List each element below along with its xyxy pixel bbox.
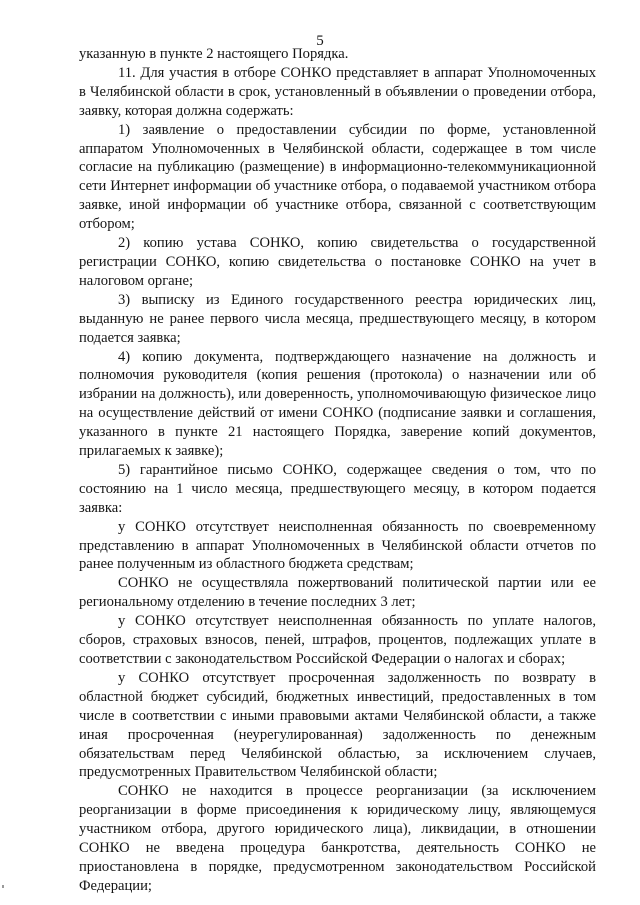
paragraph-condition-debts: у СОНКО отсутствует просроченная задолженность по возврату в областной бюджет субсидий, бюджетных инвестиций, предоставленных в том числе в соответствии с иными правовыми актами Челябинской области, а также иная просроченная (неурегулированная) задолженность по денежным обязательствам перед Челябинской областью, за исключением случаев, предусмотренных Правительством Челябинской области; [79, 669, 596, 781]
paragraph-item-11: 11. Для участия в отборе СОНКО представляет в аппарат Уполномоченных в Челябинской области в срок, установленный в объявлении о проведении отбора, заявку, которая должна содержать: [79, 64, 596, 119]
paragraph-subitem-4: 4) копию документа, подтверждающего назначение на должность и полномочия руководителя (копия решения (протокола) о назначении или об избрании на должность), или доверенность, уполномочивающую физическое лицо на осуществление действий от имени СОНКО (подписание заявки и соглашения, указанного в пункте 21 настоящего Порядка, заверение копий документов, прилагаемых к заявке); [79, 348, 596, 460]
scan-artifact [2, 885, 4, 888]
paragraph-subitem-3: 3) выписку из Единого государственного реестра юридических лиц, выданную не ранее первого числа месяца, предшествующего месяцу, в котором подается заявка; [79, 291, 596, 346]
paragraph-condition-donations: СОНКО не осуществляла пожертвований политической партии или ее региональному отделению в течение последних 3 лет; [79, 575, 596, 611]
paragraph-condition-reports: у СОНКО отсутствует неисполненная обязанность по своевременному представлению в аппарат Уполномоченных в Челябинской области отчетов по ранее полученным из областного бюджета средствам; [79, 518, 596, 573]
paragraph-subitem-5: 5) гарантийное письмо СОНКО, содержащее сведения о том, что по состоянию на 1 число месяца, предшествующего месяцу, в котором подается заявка: [79, 461, 596, 516]
paragraph-continuation: указанную в пункте 2 настоящего Порядка. [79, 46, 349, 62]
paragraph-condition-taxes: у СОНКО отсутствует неисполненная обязанность по уплате налогов, сборов, страховых взносов, пеней, штрафов, процентов, подлежащих уплате в соответствии с законодательством Российской Федерации о налогах и сборах; [79, 613, 596, 667]
paragraph-condition-reorganization: СОНКО не находится в процессе реорганизации (за исключением реорганизации в форме присоединения к юридическому лицу, являющемуся участником отбора, другого юридического лица), ликвидации, в отношении СОНКО не введена процедура банкротства, деятельность СОНКО не приостановлена в порядке, предусмотренном законодательством Российской Федерации; [79, 783, 596, 894]
document-body [79, 45, 596, 896]
page-number: 5 [316, 33, 324, 49]
paragraph-subitem-2: 2) копию устава СОНКО, копию свидетельства о государственной регистрации СОНКО, копию свидетельства о постановке СОНКО на учет в налоговом органе; [79, 235, 596, 289]
paragraph-subitem-1: 1) заявление о предоставлении субсидии по форме, установленной аппаратом Уполномоченных в Челябинской области, содержащее в том числе согласие на публикацию (размещение) в информационно-телекоммуникационной сети Интернет информации об участнике отбора, о подаваемой участником отбора заявке, иной информации об участнике отбора, связанной с соответствующим отбором; [79, 121, 596, 233]
